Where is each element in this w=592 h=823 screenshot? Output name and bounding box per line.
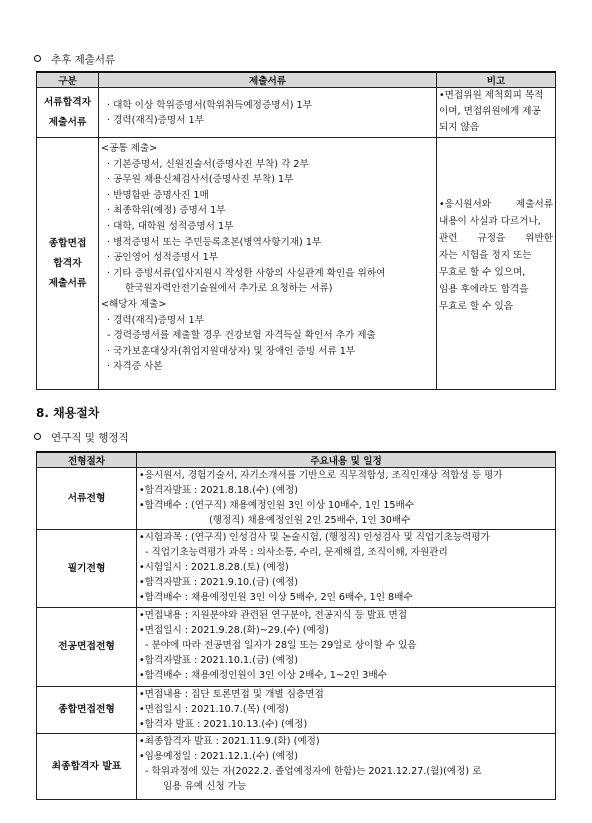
- remark-line: 임용 후에라도 합격을: [439, 284, 529, 295]
- stage-name: 종합면접전형: [37, 687, 137, 734]
- detail-line: 임용 유예 신청 가능: [163, 781, 247, 792]
- header-stage: 전형절차: [37, 452, 137, 468]
- detail-line: •응시원서, 경험기술서, 자기소개서를 기반으로 직무적합성, 조직인재상 적합성 등 평가: [139, 470, 503, 481]
- header-remarks: 비고: [437, 72, 556, 88]
- document-item: · 경력(재직)증명서 1부: [107, 314, 204, 326]
- detail-line: •시험일시 : 2021.8.28.(토) (예정): [139, 562, 289, 573]
- stage-details: [137, 734, 556, 800]
- document-item: <해당자 제출>: [101, 298, 167, 310]
- detail-line: - 직업기초능력평가 과목 : 의사소통, 수리, 문제해결, 조직이해, 자원관리: [145, 547, 448, 558]
- table-row: [37, 734, 556, 800]
- remark-line: •응시원서와 제출서류: [439, 199, 553, 210]
- stage-details: [137, 608, 556, 687]
- section-heading-submission: [34, 52, 115, 67]
- remark-line: 이며, 면접위원에게 제공: [439, 106, 541, 117]
- remark-line: 무효로 할 수 있으며,: [439, 267, 526, 278]
- stage-details: [137, 468, 556, 530]
- detail-line: - 학위과정에 있는 자(2022.2. 졸업예정자에 한함)는 2021.12.27.(월)(예정) 로: [145, 766, 482, 777]
- document-item: · 최종학위(예정) 증명서 1부: [107, 205, 226, 217]
- chapter-title: 8. 채용절차: [36, 406, 100, 420]
- document-item: · 대학 이상 학위증명서(학위취득예정증명서) 1부: [107, 100, 312, 111]
- row-remarks: [437, 138, 556, 390]
- circle-bullet-icon: [34, 433, 41, 440]
- remark-line: 되지 않음: [439, 122, 480, 133]
- remark-line: 무효로 할 수 있음: [439, 301, 514, 312]
- document-item: · 기본증명서, 신원진술서(증명사진 부착) 각 2부: [107, 158, 309, 170]
- document-item: · 반명함판 증명사진 1매: [107, 189, 209, 201]
- detail-line: •합격자발표 : 2021.10.1.(금) (예정): [139, 655, 299, 666]
- stage-name: 최종합격자 발표: [37, 734, 137, 800]
- category-line: 제출서류: [48, 116, 87, 128]
- table-header-row: [37, 452, 556, 468]
- table-row: [37, 138, 556, 390]
- table-row: [37, 468, 556, 530]
- table-header-row: [37, 72, 556, 88]
- stage-details: [137, 530, 556, 608]
- document-item: · 공무원 채용신체검사서(증명사진 부착) 1부: [107, 174, 294, 186]
- submission-documents-table: [36, 71, 556, 390]
- detail-line: •시험과목 : (연구직) 인성검사 및 논술시험, (행정직) 인성검사 및 직업기초능력평가: [139, 532, 490, 543]
- header-category: 구분: [37, 72, 99, 88]
- table-row: [37, 608, 556, 687]
- detail-line: •합격배수 : 채용예정인원이 3인 이상 2배수, 1~2인 3배수: [139, 670, 387, 681]
- document-item: · 대학, 대학원 성적증명서 1부: [107, 220, 234, 232]
- document-item: <공통 제출>: [101, 143, 158, 154]
- remark-line: •면접위원 제척회피 목적: [439, 90, 544, 101]
- remark-line: 자는 시험을 정지 또는: [439, 250, 532, 261]
- document-item: - 경력증명서를 제출할 경우 건강보험 자격득실 확인서 추가 제출: [107, 330, 376, 342]
- document-item: · 공인영어 성적증명서 1부: [107, 252, 218, 264]
- row-documents: [99, 88, 437, 138]
- stage-details: [137, 687, 556, 734]
- detail-line: •합격배수 : (연구직) 채용예정인원 3인 이상 10배수, 1인 15배수: [139, 500, 415, 511]
- header-documents: 제출서류: [99, 72, 437, 88]
- remark-line: 내용이 사실과 다르거나,: [439, 216, 541, 227]
- row-documents: [99, 138, 437, 390]
- header-details: 주요내용 및 일정: [137, 452, 556, 468]
- detail-line: •합격자발표 : 2021.8.18.(수) (예정): [139, 485, 299, 496]
- detail-line: (행정직) 채용예정인원 2인 25배수, 1인 30배수: [209, 515, 411, 526]
- circle-bullet-icon: [34, 55, 41, 62]
- detail-line: •합격배수 : 채용예정인원 3인 이상 5배수, 2인 6배수, 1인 8배수: [139, 592, 413, 603]
- detail-line: •면접일시 : 2021.9.28.(화)~29.(수) (예정): [139, 625, 329, 636]
- detail-line: •면접내용 : 지원분야와 관련된 연구분야, 전공지식 등 발표 면접: [139, 610, 408, 621]
- section-heading-research: [34, 430, 129, 445]
- document-item: 한국원자력안전기술원에서 추가로 요청하는 서류): [125, 283, 333, 295]
- detail-line: •면접내용 : 집단 토론면접 및 개별 심층면접: [139, 689, 324, 700]
- hiring-process-table: [36, 451, 556, 800]
- row-category: [37, 88, 99, 138]
- document-item: · 기타 증빙서류(입사지원시 작성한 사항의 사실관계 확인을 위하여: [107, 267, 386, 279]
- row-category: [37, 138, 99, 390]
- document-item: · 국가보훈대상자(취업지원대상자) 및 장애인 증빙 서류 1부: [107, 345, 356, 357]
- stage-name: 필기전형: [37, 530, 137, 608]
- detail-line: •합격자 발표 : 2021.10.13.(수) (예정): [139, 719, 308, 730]
- table-row: [37, 687, 556, 734]
- detail-line: •임용예정일 : 2021.12.1.(수) (예정): [139, 751, 299, 762]
- document-item: · 경력(재직)증명서 1부: [107, 115, 204, 126]
- row-remarks: [437, 88, 556, 138]
- table-row: [37, 88, 556, 138]
- section-heading-text: 연구직 및 행정직: [51, 432, 129, 444]
- stage-name: 서류전형: [37, 468, 137, 530]
- category-line: 서류합격자: [43, 96, 92, 108]
- detail-line: •면접일시 : 2021.10.7.(목) (예정): [139, 704, 289, 715]
- detail-line: •합격자발표 : 2021.9.10.(금) (예정): [139, 577, 299, 588]
- category-line: 종합면접: [48, 237, 87, 249]
- remark-line: 관련 규정을 위반한: [439, 233, 553, 244]
- detail-line: •최종합격자 발표 : 2021.11.9.(화) (예정): [139, 736, 320, 747]
- category-line: 제출서류: [48, 277, 87, 289]
- document-item: · 자격증 사본: [107, 361, 163, 373]
- category-line: 합격자: [53, 257, 82, 269]
- section-heading-text: 추후 제출서류: [51, 54, 116, 66]
- document-item: · 병적증명서 또는 주민등록초본(병역사항기재) 1부: [107, 236, 322, 248]
- stage-name: 전공면접전형: [37, 608, 137, 687]
- table-row: [37, 530, 556, 608]
- detail-line: - 분야에 따라 전공면접 일자가 28일 또는 29일로 상이할 수 있음: [145, 640, 417, 651]
